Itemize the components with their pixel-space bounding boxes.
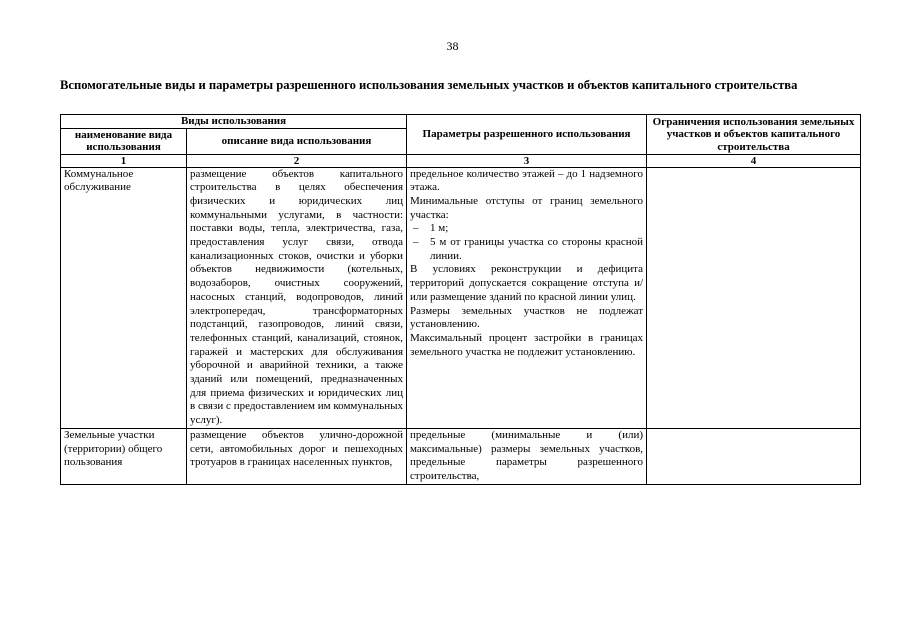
setback-item-text: 1 м;	[430, 222, 449, 235]
header-use-description: описание вида использования	[187, 128, 407, 154]
limits-cell	[647, 428, 861, 484]
column-number: 2	[187, 154, 407, 167]
max-percent-note: Максимальный процент застройки в границах земельного участка не подлежит установлению.	[410, 331, 644, 358]
setbacks-intro: Минимальные отступы от границ земельного участка:	[410, 194, 644, 221]
column-number: 3	[407, 154, 647, 167]
header-params: Параметры разрешенного использования	[407, 115, 647, 155]
params-cell	[407, 167, 647, 428]
document-title: Вспомогательные виды и параметры разрешенного использования земельных участков и объектов капитального строительства	[60, 78, 798, 92]
use-name-cell: Коммунальное обслуживание	[61, 167, 187, 428]
header-limits: Ограничения использования земельных участков и объектов капитального строительства	[647, 115, 861, 155]
use-name-cell: Земельные участки (территории) общего пользования	[61, 428, 187, 484]
setback-item-text: 5 м от границы участка со стороны красной линии.	[430, 236, 644, 262]
setback-item	[410, 222, 643, 236]
setback-item	[410, 236, 643, 263]
header-use-name: наименование вида использования	[61, 128, 187, 154]
table-row	[61, 428, 861, 484]
use-description-cell: размещение объектов улично-дорожной сети, автомобильных дорог и пешеходных тротуаров в границах населенных пунктов,	[187, 428, 407, 484]
limits-cell	[647, 167, 861, 428]
plot-sizes-note: Размеры земельных участков не подлежат установлению.	[410, 304, 644, 331]
permitted-use-table	[60, 114, 861, 485]
column-number-row	[61, 154, 861, 167]
dash-marker: –	[413, 236, 419, 249]
header-uses-group: Виды использования	[61, 115, 407, 129]
column-number: 4	[647, 154, 861, 167]
header-row-1	[61, 115, 861, 129]
page-number: 38	[446, 39, 459, 53]
dash-marker: –	[413, 222, 419, 235]
floors-limit: предельное количество этажей – до 1 надземного этажа.	[410, 167, 644, 194]
params-cell: предельные (минимальные и (или) максимальные) размеры земельных участков, предельные параметры разрешенного строительства,	[407, 428, 647, 484]
reconstruction-note: В условиях реконструкции и дефицита территорий допускается сокращение отступа и/или размещение зданий по красной линии улиц.	[410, 263, 644, 303]
table-row	[61, 167, 861, 428]
use-description-cell: размещение объектов капитального строительства в целях обеспечения физических и юридических лиц коммунальными услугами, в частности: поставки воды, тепла, электричества, газа, предоставления услуг связи, отвода канализационных стоков, очистки и уборки объектов недвижимости (котельных, водозаборов, очистных сооружений, насосных станций, водопроводов, линий электропередач, трансформаторных подстанций, газопроводов, линий связи, телефонных станций, канализаций, стоянок, гаражей и мастерских для обслуживания уборочной и аварийной техники, а также зданий или помещений, предназначенных для приема физических и юридических лиц в связи с предоставлением им коммунальных услуг).	[187, 167, 407, 428]
column-number: 1	[61, 154, 187, 167]
